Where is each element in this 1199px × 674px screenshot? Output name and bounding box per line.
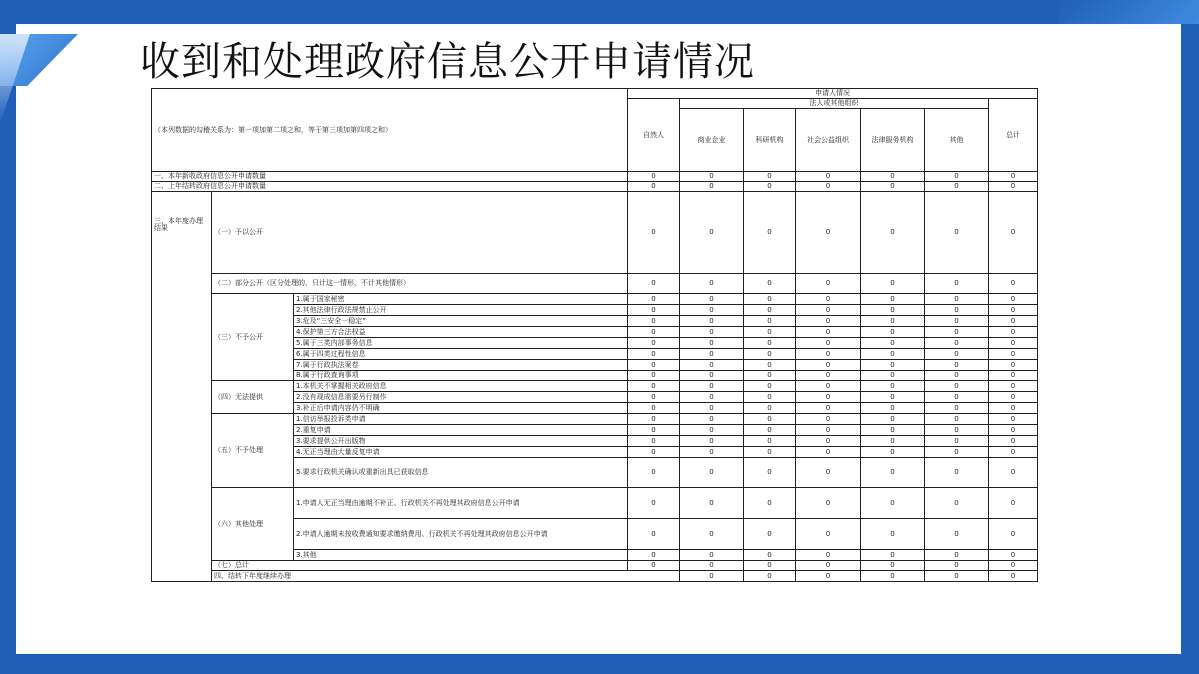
value-cell: 0	[680, 349, 744, 360]
value-cell: 0	[628, 349, 680, 360]
value-cell: 0	[744, 519, 796, 550]
table-row	[152, 274, 1038, 294]
reason-item: 1.申请人无正当理由逾期不补正、行政机关不再处理其政府信息公开申请	[294, 488, 628, 519]
value-cell: 0	[925, 392, 989, 403]
total-value: 0	[989, 488, 1038, 519]
value-cell: 0	[796, 327, 861, 338]
value-cell: 0	[744, 305, 796, 316]
value-cell: 0	[925, 338, 989, 349]
value-cell: 0	[796, 192, 861, 274]
value-cell: 0	[628, 338, 680, 349]
total-value: 0	[989, 294, 1038, 305]
reason-item: 6.属于四类过程性信息	[294, 349, 628, 360]
total-value: 0	[989, 392, 1038, 403]
value-cell: 0	[796, 338, 861, 349]
total-value: 0	[989, 458, 1038, 488]
reason-item: 1.属于国家秘密	[294, 294, 628, 305]
table-row	[152, 172, 1038, 182]
value-cell: 0	[796, 172, 861, 182]
total-value: 0	[989, 436, 1038, 447]
reason-item: 8.属于行政查询事项	[294, 371, 628, 381]
table-row	[152, 294, 1038, 305]
total-value: 0	[989, 172, 1038, 182]
value-cell: 0	[925, 425, 989, 436]
row-next-year: 四、结转下年度继续办理	[212, 571, 680, 582]
applicant-header: 申请人情况	[628, 89, 1038, 99]
value-cell: 0	[796, 571, 861, 582]
value-cell: 0	[680, 371, 744, 381]
total-value: 0	[989, 381, 1038, 392]
value-cell: 0	[861, 571, 925, 582]
total-value: 0	[989, 519, 1038, 550]
table-row	[152, 571, 1038, 582]
value-cell: 0	[861, 182, 925, 192]
value-cell: 0	[744, 338, 796, 349]
value-cell: 0	[744, 550, 796, 561]
value-cell: 0	[628, 316, 680, 327]
total-value: 0	[989, 371, 1038, 381]
value-cell: 0	[744, 414, 796, 425]
value-cell: 0	[744, 360, 796, 371]
value-cell: 0	[628, 172, 680, 182]
value-cell: 0	[744, 571, 796, 582]
value-cell: 0	[925, 192, 989, 274]
value-cell: 0	[861, 519, 925, 550]
value-cell: 0	[796, 392, 861, 403]
value-cell: 0	[861, 392, 925, 403]
value-cell: 0	[925, 561, 989, 571]
value-cell: 0	[744, 436, 796, 447]
section-results: 三、本年度办理结果	[152, 192, 212, 582]
value-cell: 0	[861, 371, 925, 381]
value-cell: 0	[925, 371, 989, 381]
value-cell: 0	[861, 550, 925, 561]
total-value: 0	[989, 274, 1038, 294]
value-cell: 0	[680, 403, 744, 414]
value-cell: 0	[680, 327, 744, 338]
value-cell: 0	[680, 571, 744, 582]
value-cell: 0	[861, 294, 925, 305]
value-cell: 0	[796, 561, 861, 571]
col-business: 商业企业	[680, 109, 744, 172]
value-cell: 0	[925, 294, 989, 305]
reason-item: 2.重复申请	[294, 425, 628, 436]
value-cell: 0	[925, 182, 989, 192]
value-cell: 0	[628, 550, 680, 561]
org-header: 法人或其他组织	[680, 99, 989, 109]
value-cell: 0	[628, 360, 680, 371]
total-value: 0	[989, 182, 1038, 192]
value-cell: 0	[744, 425, 796, 436]
value-cell: 0	[680, 172, 744, 182]
value-cell: 0	[628, 392, 680, 403]
value-cell: 0	[628, 294, 680, 305]
value-cell: 0	[861, 488, 925, 519]
value-cell: 0	[680, 392, 744, 403]
value-cell: 0	[989, 571, 1038, 582]
value-cell: 0	[796, 316, 861, 327]
value-cell: 0	[861, 172, 925, 182]
value-cell: 0	[744, 371, 796, 381]
value-cell: 0	[925, 488, 989, 519]
value-cell: 0	[628, 519, 680, 550]
value-cell: 0	[925, 349, 989, 360]
table-row	[152, 182, 1038, 192]
total-value: 0	[989, 316, 1038, 327]
value-cell: 0	[628, 182, 680, 192]
total-value: 0	[989, 305, 1038, 316]
value-cell: 0	[925, 316, 989, 327]
top-right-decoration	[1059, 0, 1199, 24]
reason-item: 2.申请人逾期未按收费通知要求缴纳费用、行政机关不再处理其政府信息公开申请	[294, 519, 628, 550]
group-unavailable: （四）无法提供	[212, 381, 294, 414]
value-cell: 0	[861, 403, 925, 414]
value-cell: 0	[628, 305, 680, 316]
col-research: 科研机构	[744, 109, 796, 172]
page-title: 收到和处理政府信息公开申请情况	[140, 39, 755, 85]
value-cell: 0	[861, 338, 925, 349]
value-cell: 0	[628, 381, 680, 392]
value-cell: 0	[744, 182, 796, 192]
table-row	[152, 381, 1038, 392]
value-cell: 0	[680, 447, 744, 458]
value-cell: 0	[628, 414, 680, 425]
row-carried-over: 二、上年结转政府信息公开申请数量	[152, 182, 628, 192]
value-cell: 0	[628, 425, 680, 436]
value-cell: 0	[680, 192, 744, 274]
value-cell: 0	[628, 274, 680, 294]
total-value: 0	[989, 414, 1038, 425]
value-cell: 0	[796, 274, 861, 294]
table-row	[152, 192, 1038, 274]
col-other: 其他	[925, 109, 989, 172]
value-cell: 0	[680, 294, 744, 305]
value-cell: 0	[861, 381, 925, 392]
value-cell: 0	[628, 488, 680, 519]
col-natural: 自然人	[628, 99, 680, 172]
group-not-processed: （五）不予处理	[212, 414, 294, 488]
value-cell: 0	[796, 425, 861, 436]
value-cell: 0	[861, 305, 925, 316]
total-value: 0	[989, 327, 1038, 338]
row-new-applications: 一、本年新收政府信息公开申请数量	[152, 172, 628, 182]
value-cell: 0	[925, 403, 989, 414]
col-social: 社会公益组织	[796, 109, 861, 172]
value-cell: 0	[861, 349, 925, 360]
value-cell: 0	[680, 182, 744, 192]
note-cell: （本列数据的勾稽关系为：第一项加第二项之和，等于第三项加第四项之和）	[152, 89, 628, 172]
value-cell: 0	[628, 458, 680, 488]
value-cell: 0	[796, 371, 861, 381]
value-cell: 0	[680, 550, 744, 561]
group-total: （七）总计	[212, 561, 628, 571]
value-cell: 0	[925, 458, 989, 488]
value-cell: 0	[744, 381, 796, 392]
reason-item: 5.属于三类内部事务信息	[294, 338, 628, 349]
value-cell: 0	[744, 316, 796, 327]
value-cell: 0	[680, 274, 744, 294]
value-cell: 0	[744, 392, 796, 403]
total-value: 0	[989, 360, 1038, 371]
value-cell: 0	[680, 305, 744, 316]
value-cell: 0	[925, 274, 989, 294]
col-total: 总计	[989, 99, 1038, 172]
value-cell: 0	[861, 425, 925, 436]
group-partial: （二）部分公开（区分处理的，只计这一情形，不计其他情形）	[212, 274, 628, 294]
value-cell: 0	[925, 436, 989, 447]
value-cell: 0	[680, 360, 744, 371]
reason-item: 3.补正后申请内容仍不明确	[294, 403, 628, 414]
value-cell: 0	[744, 349, 796, 360]
value-cell: 0	[744, 488, 796, 519]
col-legal: 法律服务机构	[861, 109, 925, 172]
value-cell: 0	[861, 561, 925, 571]
value-cell: 0	[680, 519, 744, 550]
value-cell: 0	[680, 488, 744, 519]
value-cell: 0	[628, 447, 680, 458]
value-cell: 0	[925, 414, 989, 425]
value-cell: 0	[628, 327, 680, 338]
value-cell: 0	[680, 425, 744, 436]
value-cell: 0	[861, 274, 925, 294]
total-value: 0	[989, 403, 1038, 414]
value-cell: 0	[861, 414, 925, 425]
value-cell: 0	[744, 561, 796, 571]
total-value: 0	[989, 561, 1038, 571]
group-not-disclosed: （三）不予公开	[212, 294, 294, 381]
value-cell: 0	[925, 305, 989, 316]
value-cell: 0	[861, 458, 925, 488]
group-disclosed: （一）予以公开	[212, 192, 628, 274]
value-cell: 0	[744, 458, 796, 488]
value-cell: 0	[925, 327, 989, 338]
value-cell: 0	[680, 381, 744, 392]
table-row	[152, 488, 1038, 519]
value-cell: 0	[925, 172, 989, 182]
value-cell: 0	[861, 192, 925, 274]
value-cell: 0	[628, 436, 680, 447]
reason-item: 1.本机关不掌握相关政府信息	[294, 381, 628, 392]
top-band	[0, 0, 1199, 24]
reason-item: 7.属于行政执法案卷	[294, 360, 628, 371]
value-cell: 0	[680, 414, 744, 425]
value-cell: 0	[925, 381, 989, 392]
value-cell: 0	[796, 447, 861, 458]
value-cell: 0	[796, 360, 861, 371]
value-cell: 0	[796, 349, 861, 360]
value-cell: 0	[744, 327, 796, 338]
value-cell: 0	[925, 447, 989, 458]
reason-item: 3.危及“三安全一稳定”	[294, 316, 628, 327]
reason-item: 5.要求行政机关确认或重新出具已获取信息	[294, 458, 628, 488]
total-value: 0	[989, 192, 1038, 274]
value-cell: 0	[796, 403, 861, 414]
value-cell: 0	[796, 519, 861, 550]
disclosure-table	[151, 88, 1038, 582]
value-cell: 0	[796, 294, 861, 305]
reason-item: 2.其他法律行政法规禁止公开	[294, 305, 628, 316]
total-value: 0	[989, 349, 1038, 360]
group-other-handling: （六）其他处理	[212, 488, 294, 561]
value-cell: 0	[861, 436, 925, 447]
value-cell: 0	[796, 436, 861, 447]
table-row	[152, 561, 1038, 571]
value-cell: 0	[744, 447, 796, 458]
reason-item: 3.要求提供公开出版物	[294, 436, 628, 447]
value-cell: 0	[628, 403, 680, 414]
value-cell: 0	[861, 327, 925, 338]
reason-item: 2.没有现成信息需要另行制作	[294, 392, 628, 403]
value-cell: 0	[680, 338, 744, 349]
value-cell: 0	[796, 550, 861, 561]
value-cell: 0	[628, 371, 680, 381]
value-cell: 0	[680, 436, 744, 447]
value-cell: 0	[796, 414, 861, 425]
value-cell: 0	[628, 561, 680, 571]
value-cell: 0	[796, 182, 861, 192]
value-cell: 0	[680, 561, 744, 571]
value-cell: 0	[925, 360, 989, 371]
reason-item: 3.其他	[294, 550, 628, 561]
value-cell: 0	[744, 192, 796, 274]
value-cell: 0	[861, 447, 925, 458]
total-value: 0	[989, 425, 1038, 436]
value-cell: 0	[680, 316, 744, 327]
total-value: 0	[989, 338, 1038, 349]
value-cell: 0	[744, 294, 796, 305]
reason-item: 1.信访举报投诉类申请	[294, 414, 628, 425]
value-cell: 0	[796, 305, 861, 316]
value-cell: 0	[796, 458, 861, 488]
value-cell: 0	[796, 381, 861, 392]
reason-item: 4.无正当理由大量反复申请	[294, 447, 628, 458]
value-cell: 0	[744, 172, 796, 182]
table-row	[152, 414, 1038, 425]
value-cell: 0	[680, 458, 744, 488]
value-cell: 0	[925, 571, 989, 582]
value-cell: 0	[628, 192, 680, 274]
value-cell: 0	[925, 519, 989, 550]
value-cell: 0	[744, 403, 796, 414]
total-value: 0	[989, 447, 1038, 458]
value-cell: 0	[744, 274, 796, 294]
reason-item: 4.保护第三方合法权益	[294, 327, 628, 338]
value-cell: 0	[861, 360, 925, 371]
total-value: 0	[989, 550, 1038, 561]
value-cell: 0	[861, 316, 925, 327]
value-cell: 0	[925, 550, 989, 561]
value-cell: 0	[796, 488, 861, 519]
